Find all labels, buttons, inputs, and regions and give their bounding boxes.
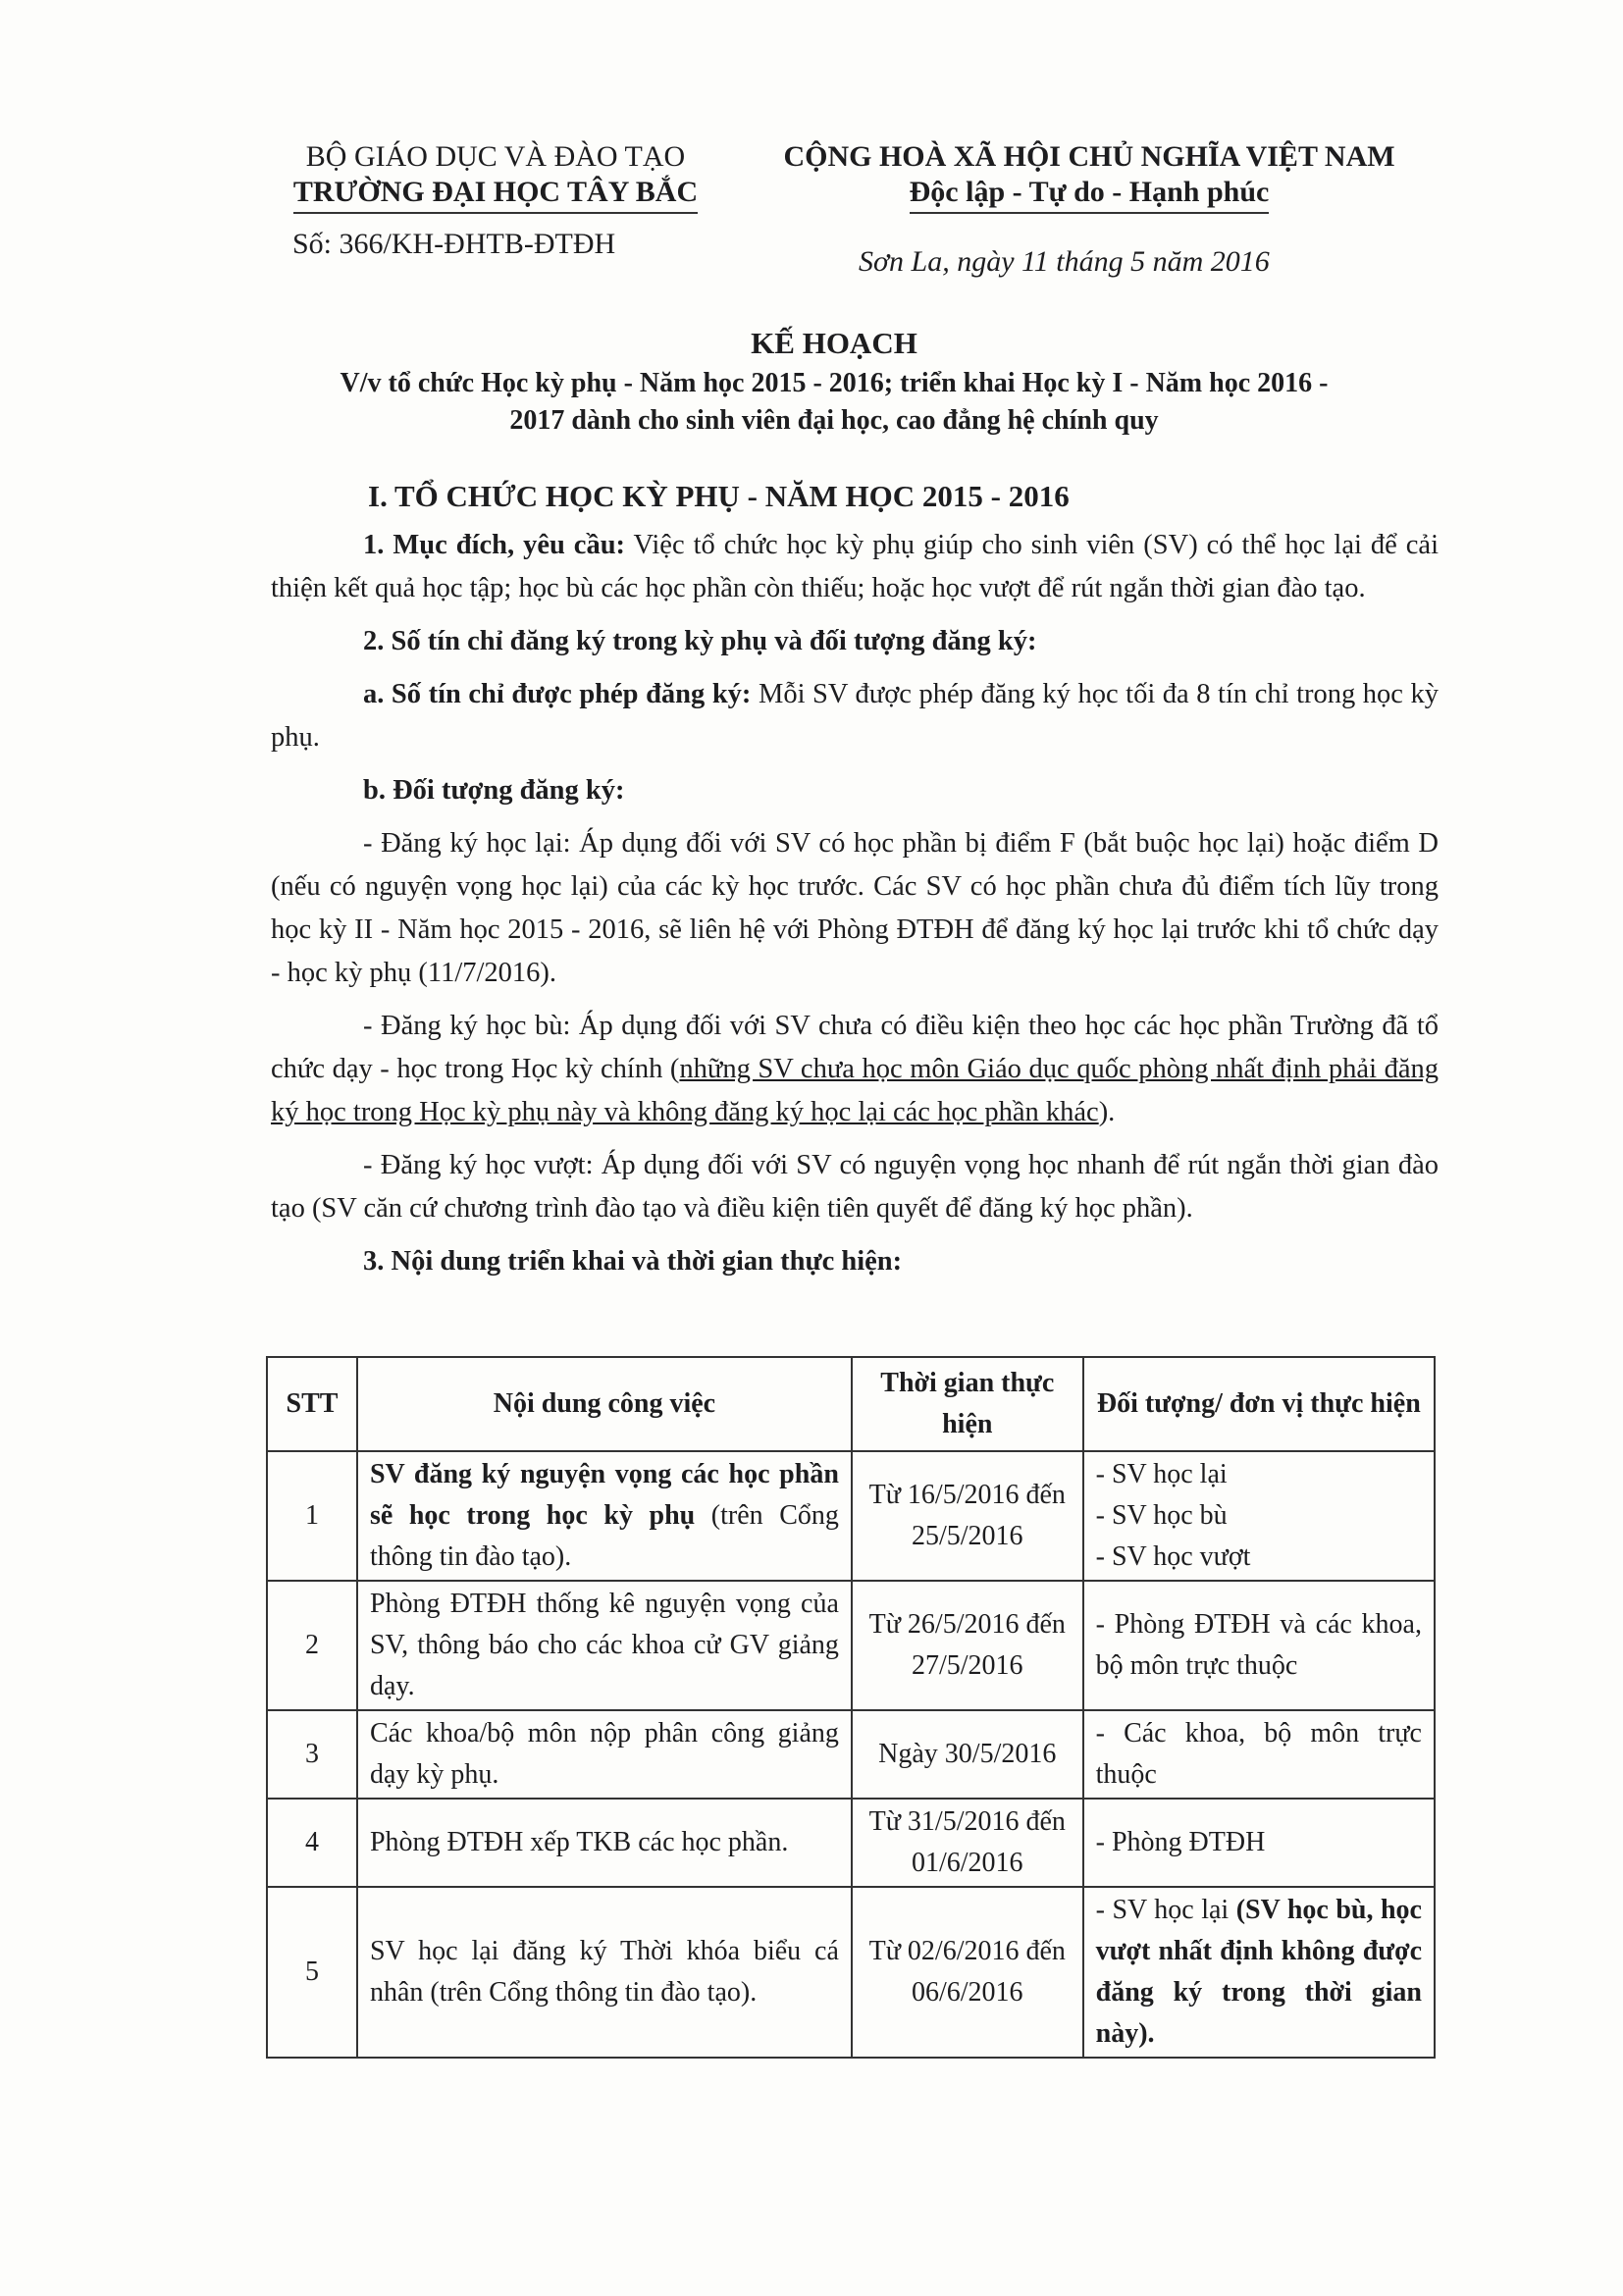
target-heading: b. Đối tượng đăng ký:: [363, 775, 625, 806]
section-heading: I. TỔ CHỨC HỌC KỲ PHỤ - NĂM HỌC 2015 - 2016: [368, 479, 1070, 513]
row-time: Từ 31/5/2016 đến 01/6/2016: [852, 1799, 1083, 1887]
paragraph-retake: - Đăng ký học lại: Áp dụng đối với SV có học phần bị điểm F (bắt buộc học lại) hoặc điểm D (nếu có nguyện vọng học lại) của các kỳ học trước. Các SV có học phần chưa đủ điểm tích lũy trong học kỳ II - Năm học 2015 - 2016, sẽ liên hệ với Phòng ĐTĐH để đăng ký học lại trước khi tổ chức dạy - học kỳ phụ (11/7/2016).: [271, 828, 1439, 988]
table-row: [267, 1799, 1435, 1887]
header-right: [756, 139, 1423, 214]
row-stt: 3: [267, 1710, 357, 1799]
document-subject: [245, 365, 1423, 440]
schedule-table: [266, 1356, 1436, 2059]
purpose-label: 1. Mục đích, yêu cầu:: [363, 530, 626, 560]
row-content: [357, 1451, 852, 1581]
paragraph-credits-heading: [271, 620, 1439, 663]
credit-limit-text: Mỗi SV được phép đăng ký học tối đa 8 tín chỉ trong học kỳ phụ.: [271, 679, 1439, 753]
paragraph-target-heading: [271, 769, 1439, 812]
makeup-tail: ).: [1098, 1097, 1116, 1127]
ministry-name: BỘ GIÁO DỤC VÀ ĐÀO TẠO: [305, 140, 686, 173]
row-time: Ngày 30/5/2016: [852, 1710, 1083, 1799]
row-content-rest: (trên Cổng thông tin đào tạo).: [369, 1500, 839, 1572]
paragraph-schedule-heading: [271, 1240, 1439, 1283]
table-row: [267, 1887, 1435, 2058]
header-left: [265, 139, 726, 214]
row-time: Từ 26/5/2016 đến 27/5/2016: [852, 1581, 1083, 1710]
national-motto: Độc lập - Tự do - Hạnh phúc: [910, 175, 1270, 214]
makeup-text: - Đăng ký học bù: Áp dụng đối với SV chưa có điều kiện theo học các học phần Trường đã tổ chức dạy - học trong Học kỳ chính (: [271, 1011, 1439, 1084]
paragraph-purpose: [271, 524, 1439, 610]
row-stt: 1: [267, 1451, 357, 1581]
makeup-underlined-note: những SV chưa học môn Giáo dục quốc phòng nhất định phải đăng ký học trong Học kỳ phụ này và không đăng ký học lại các học phần khác: [271, 1054, 1439, 1127]
row-content-bold: SV đăng ký nguyện vọng các học phần sẽ học trong học kỳ phụ: [369, 1459, 839, 1531]
section-body: [271, 524, 1439, 1293]
table-header-row: [267, 1357, 1435, 1451]
paragraph-credit-limit: [271, 673, 1439, 759]
row-target: - Các khoa, bộ môn trực thuộc: [1083, 1710, 1435, 1799]
row-stt: 4: [267, 1799, 357, 1887]
university-name: TRƯỜNG ĐẠI HỌC TÂY BẮC: [293, 175, 698, 214]
row-content: Phòng ĐTĐH xếp TKB các học phần.: [357, 1799, 852, 1887]
reference-number: Số: 366/KH-ĐHTB-ĐTĐH: [292, 228, 616, 260]
row-content: Các khoa/bộ môn nộp phân công giảng dạy kỳ phụ.: [357, 1710, 852, 1799]
place-and-date: Sơn La, ngày 11 tháng 5 năm 2016: [859, 245, 1270, 278]
paragraph-makeup: [271, 1005, 1439, 1134]
row-stt: 5: [267, 1887, 357, 2058]
country-name: CỘNG HOÀ XÃ HỘI CHỦ NGHĨA VIỆT NAM: [783, 140, 1395, 173]
header-target: Đối tượng/ đơn vị thực hiện: [1083, 1357, 1435, 1451]
table-row: [267, 1581, 1435, 1710]
row-content: SV học lại đăng ký Thời khóa biểu cá nhân (trên Cổng thông tin đào tạo).: [357, 1887, 852, 2058]
subject-line-1: V/v tổ chức Học kỳ phụ - Năm học 2015 - 2016; triển khai Học kỳ I - Năm học 2016 -: [340, 368, 1329, 398]
row-target: - Phòng ĐTĐH: [1083, 1799, 1435, 1887]
row-target: - Phòng ĐTĐH và các khoa, bộ môn trực thuộc: [1083, 1581, 1435, 1710]
row-target-bold: (SV học bù, học vượt nhất định không được đăng ký trong thời gian này).: [1095, 1895, 1422, 2049]
row-stt: 2: [267, 1581, 357, 1710]
subject-line-2: 2017 dành cho sinh viên đại học, cao đẳng hệ chính quy: [509, 405, 1159, 436]
header-content: Nội dung công việc: [357, 1357, 852, 1451]
header-time: Thời gian thực hiện: [852, 1357, 1083, 1451]
credit-limit-label: a. Số tín chỉ được phép đăng ký:: [363, 679, 752, 709]
row-time: Từ 02/6/2016 đến 06/6/2016: [852, 1887, 1083, 2058]
schedule-heading: 3. Nội dung triển khai và thời gian thực hiện:: [363, 1246, 903, 1277]
row-target: - SV học lại - SV học bù - SV học vượt: [1083, 1451, 1435, 1581]
paragraph-advance: - Đăng ký học vượt: Áp dụng đối với SV có nguyện vọng học nhanh để rút ngắn thời gian đào tạo (SV căn cứ chương trình đào tạo và điều kiện tiên quyết để đăng ký học phần).: [271, 1150, 1439, 1224]
purpose-text: Việc tổ chức học kỳ phụ giúp cho sinh viên (SV) có thể học lại để cải thiện kết quả học tập; học bù các học phần còn thiếu; hoặc học vượt để rút ngắn thời gian đào tạo.: [271, 530, 1439, 603]
row-target: [1083, 1887, 1435, 2058]
row-content: Phòng ĐTĐH thống kê nguyện vọng của SV, thông báo cho các khoa cử GV giảng dạy.: [357, 1581, 852, 1710]
table-row: [267, 1451, 1435, 1581]
header-stt: STT: [267, 1357, 357, 1451]
table-row: [267, 1710, 1435, 1799]
row-time: Từ 16/5/2016 đến 25/5/2016: [852, 1451, 1083, 1581]
row-target-plain: - SV học lại: [1095, 1895, 1236, 1925]
credits-heading: 2. Số tín chỉ đăng ký trong kỳ phụ và đối tượng đăng ký:: [363, 626, 1037, 656]
document-type: KẾ HOẠCH: [751, 326, 917, 360]
